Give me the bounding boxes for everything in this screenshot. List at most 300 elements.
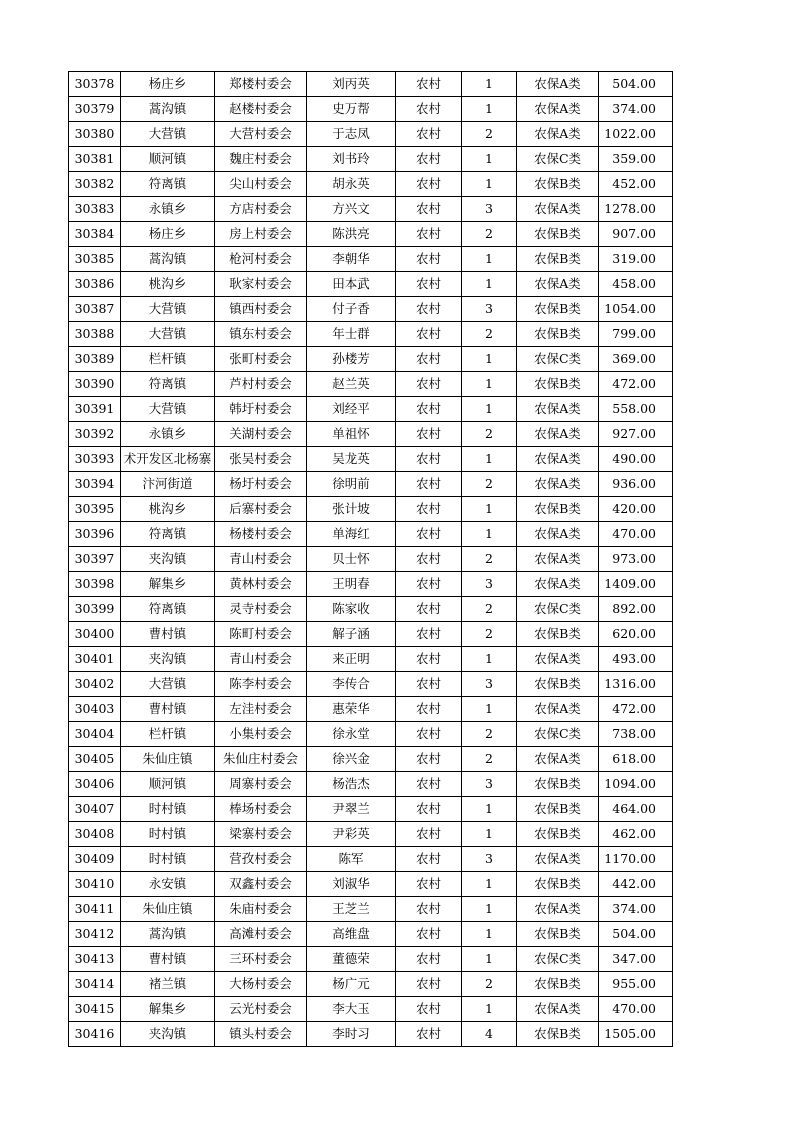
cell-town: 夹沟镇 [121,647,215,672]
cell-record-id: 30400 [69,622,121,647]
cell-record-id: 30380 [69,122,121,147]
records-table-body [69,72,673,1047]
cell-record-id: 30386 [69,272,121,297]
cell-insurance-category: 农保B类 [517,372,599,397]
cell-insurance-category: 农保C类 [517,347,599,372]
table-row [69,97,673,122]
cell-amount: 618.00 [599,747,673,772]
cell-person-name: 董德荣 [307,947,396,972]
cell-town: 杨庄乡 [121,72,215,97]
cell-town: 解集乡 [121,997,215,1022]
cell-insurance-category: 农保A类 [517,547,599,572]
cell-town: 时村镇 [121,797,215,822]
cell-village-committee: 云光村委会 [215,997,307,1022]
cell-amount: 420.00 [599,497,673,522]
cell-insurance-category: 农保C类 [517,722,599,747]
cell-record-id: 30395 [69,497,121,522]
table-row [69,972,673,997]
cell-record-id: 30385 [69,247,121,272]
cell-town: 符离镇 [121,372,215,397]
cell-town: 永镇乡 [121,197,215,222]
cell-person-name: 惠荣华 [307,697,396,722]
cell-record-id: 30413 [69,947,121,972]
table-row [69,747,673,772]
cell-town: 褚兰镇 [121,972,215,997]
cell-record-id: 30392 [69,422,121,447]
cell-town: 符离镇 [121,597,215,622]
table-row [69,222,673,247]
cell-amount: 369.00 [599,347,673,372]
cell-household-count: 1 [462,872,517,897]
table-row [69,297,673,322]
cell-area-type: 农村 [396,147,462,172]
cell-household-count: 2 [462,222,517,247]
cell-household-count: 2 [462,547,517,572]
cell-village-committee: 关湖村委会 [215,422,307,447]
table-row [69,847,673,872]
cell-record-id: 30412 [69,922,121,947]
cell-town: 夹沟镇 [121,547,215,572]
cell-person-name: 解子涵 [307,622,396,647]
cell-area-type: 农村 [396,97,462,122]
cell-area-type: 农村 [396,947,462,972]
cell-area-type: 农村 [396,322,462,347]
cell-village-committee: 大杨村委会 [215,972,307,997]
cell-insurance-category: 农保B类 [517,172,599,197]
table-row [69,822,673,847]
cell-record-id: 30389 [69,347,121,372]
cell-household-count: 3 [462,847,517,872]
cell-record-id: 30406 [69,772,121,797]
cell-household-count: 1 [462,372,517,397]
cell-area-type: 农村 [396,972,462,997]
cell-amount: 1505.00 [599,1022,673,1047]
cell-insurance-category: 农保B类 [517,772,599,797]
cell-area-type: 农村 [396,647,462,672]
cell-household-count: 3 [462,572,517,597]
cell-person-name: 王芝兰 [307,897,396,922]
cell-record-id: 30399 [69,597,121,622]
cell-insurance-category: 农保A类 [517,572,599,597]
cell-village-committee: 郑楼村委会 [215,72,307,97]
table-row [69,397,673,422]
cell-person-name: 陈洪亮 [307,222,396,247]
cell-record-id: 30381 [69,147,121,172]
cell-person-name: 年士群 [307,322,396,347]
cell-amount: 892.00 [599,597,673,622]
cell-household-count: 2 [462,122,517,147]
cell-town: 蒿沟镇 [121,247,215,272]
cell-household-count: 1 [462,72,517,97]
cell-area-type: 农村 [396,447,462,472]
cell-insurance-category: 农保B类 [517,822,599,847]
table-row [69,797,673,822]
cell-household-count: 3 [462,672,517,697]
table-row [69,422,673,447]
cell-record-id: 30416 [69,1022,121,1047]
cell-insurance-category: 农保A类 [517,897,599,922]
cell-area-type: 农村 [396,922,462,947]
cell-area-type: 农村 [396,247,462,272]
cell-record-id: 30384 [69,222,121,247]
cell-household-count: 1 [462,447,517,472]
cell-town: 大营镇 [121,672,215,697]
cell-household-count: 1 [462,697,517,722]
cell-amount: 1170.00 [599,847,673,872]
cell-village-committee: 左洼村委会 [215,697,307,722]
table-row [69,772,673,797]
table-row [69,197,673,222]
cell-town: 朱仙庄镇 [121,897,215,922]
cell-person-name: 尹彩英 [307,822,396,847]
cell-insurance-category: 农保A类 [517,472,599,497]
cell-village-committee: 高滩村委会 [215,922,307,947]
cell-town: 曹村镇 [121,947,215,972]
cell-record-id: 30410 [69,872,121,897]
cell-town: 曹村镇 [121,697,215,722]
cell-area-type: 农村 [396,847,462,872]
cell-town: 栏杆镇 [121,347,215,372]
cell-town: 曹村镇 [121,622,215,647]
cell-town: 大营镇 [121,397,215,422]
cell-record-id: 30382 [69,172,121,197]
cell-household-count: 1 [462,822,517,847]
cell-person-name: 李朝华 [307,247,396,272]
cell-insurance-category: 农保A类 [517,447,599,472]
cell-household-count: 1 [462,97,517,122]
cell-area-type: 农村 [396,272,462,297]
cell-person-name: 方兴文 [307,197,396,222]
cell-person-name: 陈家收 [307,597,396,622]
cell-person-name: 贝士怀 [307,547,396,572]
cell-amount: 442.00 [599,872,673,897]
cell-town: 符离镇 [121,522,215,547]
cell-town: 永安镇 [121,872,215,897]
cell-amount: 973.00 [599,547,673,572]
cell-village-committee: 杨圩村委会 [215,472,307,497]
cell-area-type: 农村 [396,297,462,322]
cell-person-name: 李传合 [307,672,396,697]
cell-amount: 1094.00 [599,772,673,797]
cell-record-id: 30398 [69,572,121,597]
cell-insurance-category: 农保A类 [517,397,599,422]
cell-village-committee: 枪河村委会 [215,247,307,272]
cell-household-count: 1 [462,922,517,947]
table-row [69,872,673,897]
cell-amount: 472.00 [599,372,673,397]
table-row [69,647,673,672]
cell-record-id: 30396 [69,522,121,547]
cell-village-committee: 芦村村委会 [215,372,307,397]
cell-record-id: 30388 [69,322,121,347]
cell-household-count: 1 [462,997,517,1022]
cell-household-count: 2 [462,472,517,497]
cell-amount: 458.00 [599,272,673,297]
cell-insurance-category: 农保B类 [517,672,599,697]
cell-person-name: 徐永堂 [307,722,396,747]
cell-village-committee: 张吴村委会 [215,447,307,472]
cell-area-type: 农村 [396,772,462,797]
cell-record-id: 30407 [69,797,121,822]
cell-household-count: 1 [462,247,517,272]
cell-record-id: 30391 [69,397,121,422]
table-row [69,672,673,697]
table-row [69,322,673,347]
cell-area-type: 农村 [396,222,462,247]
cell-village-committee: 镇西村委会 [215,297,307,322]
table-row [69,347,673,372]
cell-record-id: 30408 [69,822,121,847]
cell-village-committee: 杨楼村委会 [215,522,307,547]
cell-person-name: 刘经平 [307,397,396,422]
cell-insurance-category: 农保B类 [517,247,599,272]
cell-household-count: 2 [462,422,517,447]
cell-household-count: 2 [462,322,517,347]
cell-insurance-category: 农保B类 [517,872,599,897]
cell-area-type: 农村 [396,197,462,222]
cell-insurance-category: 农保B类 [517,297,599,322]
table-row [69,72,673,97]
table-row [69,372,673,397]
cell-amount: 493.00 [599,647,673,672]
table-row [69,1022,673,1047]
cell-town: 顺河镇 [121,147,215,172]
table-row [69,722,673,747]
cell-household-count: 3 [462,297,517,322]
cell-insurance-category: 农保A类 [517,72,599,97]
cell-record-id: 30394 [69,472,121,497]
table-row [69,172,673,197]
cell-amount: 319.00 [599,247,673,272]
cell-area-type: 农村 [396,522,462,547]
cell-household-count: 2 [462,972,517,997]
cell-town: 夹沟镇 [121,1022,215,1047]
cell-insurance-category: 农保B类 [517,972,599,997]
cell-village-committee: 房上村委会 [215,222,307,247]
cell-amount: 927.00 [599,422,673,447]
cell-village-committee: 尖山村委会 [215,172,307,197]
cell-amount: 504.00 [599,72,673,97]
cell-person-name: 田本武 [307,272,396,297]
cell-insurance-category: 农保B类 [517,1022,599,1047]
cell-area-type: 农村 [396,397,462,422]
cell-amount: 1278.00 [599,197,673,222]
cell-insurance-category: 农保A类 [517,847,599,872]
cell-household-count: 2 [462,722,517,747]
cell-village-committee: 镇头村委会 [215,1022,307,1047]
cell-insurance-category: 农保A类 [517,97,599,122]
cell-area-type: 农村 [396,122,462,147]
cell-person-name: 张计坡 [307,497,396,522]
cell-insurance-category: 农保A类 [517,747,599,772]
cell-town: 顺河镇 [121,772,215,797]
cell-area-type: 农村 [396,622,462,647]
cell-area-type: 农村 [396,472,462,497]
cell-person-name: 单祖怀 [307,422,396,447]
cell-household-count: 1 [462,897,517,922]
cell-area-type: 农村 [396,997,462,1022]
cell-village-committee: 赵楼村委会 [215,97,307,122]
cell-person-name: 刘淑华 [307,872,396,897]
cell-person-name: 孙楼芳 [307,347,396,372]
cell-village-committee: 镇东村委会 [215,322,307,347]
table-row [69,447,673,472]
cell-village-committee: 朱庙村委会 [215,897,307,922]
cell-record-id: 30405 [69,747,121,772]
table-row [69,922,673,947]
table-row [69,272,673,297]
cell-record-id: 30401 [69,647,121,672]
cell-village-committee: 三环村委会 [215,947,307,972]
cell-village-committee: 棒场村委会 [215,797,307,822]
cell-area-type: 农村 [396,597,462,622]
cell-insurance-category: 农保B类 [517,322,599,347]
cell-household-count: 2 [462,622,517,647]
cell-amount: 470.00 [599,522,673,547]
cell-town: 时村镇 [121,847,215,872]
cell-insurance-category: 农保A类 [517,697,599,722]
cell-town: 桃沟乡 [121,272,215,297]
cell-amount: 738.00 [599,722,673,747]
cell-amount: 464.00 [599,797,673,822]
cell-amount: 359.00 [599,147,673,172]
cell-village-committee: 黄林村委会 [215,572,307,597]
cell-person-name: 赵兰英 [307,372,396,397]
table-row [69,897,673,922]
cell-amount: 936.00 [599,472,673,497]
cell-insurance-category: 农保C类 [517,147,599,172]
cell-amount: 504.00 [599,922,673,947]
table-row [69,122,673,147]
cell-amount: 490.00 [599,447,673,472]
table-row [69,697,673,722]
cell-person-name: 胡永英 [307,172,396,197]
cell-village-committee: 大营村委会 [215,122,307,147]
cell-household-count: 1 [462,797,517,822]
cell-area-type: 农村 [396,697,462,722]
cell-area-type: 农村 [396,672,462,697]
cell-household-count: 1 [462,947,517,972]
cell-town: 杨庄乡 [121,222,215,247]
cell-household-count: 1 [462,347,517,372]
cell-amount: 955.00 [599,972,673,997]
cell-insurance-category: 农保A类 [517,197,599,222]
cell-amount: 1316.00 [599,672,673,697]
cell-insurance-category: 农保C类 [517,597,599,622]
cell-town: 解集乡 [121,572,215,597]
cell-household-count: 1 [462,172,517,197]
table-row [69,947,673,972]
cell-insurance-category: 农保B类 [517,922,599,947]
table-row [69,497,673,522]
cell-person-name: 徐兴金 [307,747,396,772]
cell-town: 术开发区北杨寨 [121,447,215,472]
cell-insurance-category: 农保B类 [517,497,599,522]
cell-person-name: 史万帮 [307,97,396,122]
cell-person-name: 来正明 [307,647,396,672]
cell-record-id: 30415 [69,997,121,1022]
cell-household-count: 1 [462,272,517,297]
cell-person-name: 高维盘 [307,922,396,947]
cell-town: 大营镇 [121,297,215,322]
cell-town: 符离镇 [121,172,215,197]
cell-village-committee: 朱仙庄村委会 [215,747,307,772]
cell-village-committee: 张町村委会 [215,347,307,372]
cell-town: 大营镇 [121,122,215,147]
cell-household-count: 3 [462,197,517,222]
table-row [69,597,673,622]
cell-town: 永镇乡 [121,422,215,447]
table-row [69,997,673,1022]
cell-amount: 1022.00 [599,122,673,147]
cell-record-id: 30387 [69,297,121,322]
table-row [69,622,673,647]
cell-person-name: 刘丙英 [307,72,396,97]
cell-village-committee: 青山村委会 [215,647,307,672]
cell-area-type: 农村 [396,497,462,522]
cell-insurance-category: 农保C类 [517,947,599,972]
cell-area-type: 农村 [396,897,462,922]
cell-area-type: 农村 [396,422,462,447]
cell-household-count: 1 [462,647,517,672]
cell-person-name: 杨广元 [307,972,396,997]
cell-amount: 452.00 [599,172,673,197]
table-row [69,522,673,547]
cell-household-count: 4 [462,1022,517,1047]
cell-insurance-category: 农保B类 [517,222,599,247]
cell-amount: 907.00 [599,222,673,247]
cell-amount: 799.00 [599,322,673,347]
cell-household-count: 1 [462,147,517,172]
cell-village-committee: 灵寺村委会 [215,597,307,622]
cell-village-committee: 方店村委会 [215,197,307,222]
cell-record-id: 30409 [69,847,121,872]
cell-record-id: 30414 [69,972,121,997]
cell-area-type: 农村 [396,722,462,747]
cell-insurance-category: 农保A类 [517,997,599,1022]
cell-person-name: 杨浩杰 [307,772,396,797]
cell-town: 蒿沟镇 [121,922,215,947]
cell-person-name: 刘书玲 [307,147,396,172]
cell-record-id: 30378 [69,72,121,97]
cell-town: 栏杆镇 [121,722,215,747]
cell-village-committee: 青山村委会 [215,547,307,572]
cell-town: 桃沟乡 [121,497,215,522]
cell-amount: 620.00 [599,622,673,647]
cell-area-type: 农村 [396,172,462,197]
table-row [69,572,673,597]
cell-area-type: 农村 [396,72,462,97]
cell-insurance-category: 农保A类 [517,272,599,297]
cell-record-id: 30383 [69,197,121,222]
cell-record-id: 30397 [69,547,121,572]
table-row [69,247,673,272]
cell-village-committee: 周寨村委会 [215,772,307,797]
cell-insurance-category: 农保A类 [517,122,599,147]
cell-amount: 1409.00 [599,572,673,597]
cell-person-name: 单海红 [307,522,396,547]
cell-amount: 374.00 [599,897,673,922]
cell-household-count: 1 [462,522,517,547]
cell-record-id: 30404 [69,722,121,747]
table-row [69,547,673,572]
cell-amount: 1054.00 [599,297,673,322]
cell-village-committee: 营孜村委会 [215,847,307,872]
cell-insurance-category: 农保B类 [517,622,599,647]
cell-person-name: 吴龙英 [307,447,396,472]
cell-person-name: 王明春 [307,572,396,597]
cell-person-name: 尹翠兰 [307,797,396,822]
